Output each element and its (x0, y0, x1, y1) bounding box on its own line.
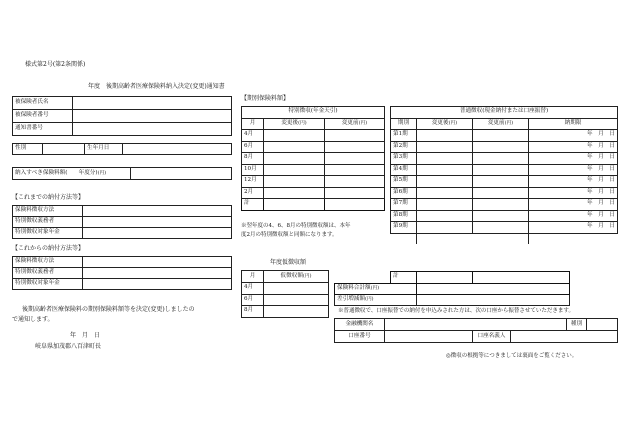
new-method-heading: 【これからの納付方法等】 (12, 245, 85, 252)
new-method-table (12, 256, 232, 290)
due-date: 年 月 日 (529, 187, 618, 199)
provisional-month: 6月 (242, 294, 264, 306)
name-label: 被保険者氏名 (13, 97, 73, 110)
footer-note: ◎徴収の根拠等につきましては裏面をご覧ください。 (446, 353, 578, 359)
prev-pension-label: 特別徴収対象年金 (13, 228, 83, 239)
normal-period: 第1期 (391, 130, 417, 142)
bank-value[interactable] (385, 319, 567, 331)
person-table (12, 96, 232, 136)
insured-number-label: 被保険者番号 (13, 110, 73, 123)
type-label: 種別 (567, 319, 587, 331)
total-value[interactable] (417, 284, 570, 295)
special-note-line-1: ※翌年度の4、6、8月の特別徴収額は、本年 (241, 223, 351, 229)
normal-period: 第4期 (391, 164, 417, 176)
gender-label: 性別 (13, 144, 43, 155)
due-date: 年 月 日 (529, 222, 618, 234)
bank-table (334, 318, 618, 343)
due-date: 年 月 日 (529, 199, 618, 211)
normal-period: 第9期 (391, 222, 417, 234)
special-month-col: 月 (242, 118, 264, 130)
provisional-month: 8月 (242, 306, 264, 318)
normal-period: 第8期 (391, 210, 417, 222)
special-after-col: 変更後 (281, 119, 299, 126)
amount-due-value[interactable] (131, 168, 232, 180)
special-month: 6月 (242, 141, 264, 153)
new-obligor-label: 特別徴収義務者 (13, 268, 83, 279)
provisional-amount-col: 仮徴収額 (280, 272, 303, 279)
gender-value[interactable] (43, 144, 85, 155)
special-month: 8月 (242, 153, 264, 165)
due-date: 年 月 日 (529, 164, 618, 176)
notice-line-1: 後期高齢者医療保険料の期別保険料額等を決定(変更)しましたの (22, 306, 195, 313)
new-pension-label: 特別徴収対象年金 (13, 279, 83, 290)
normal-period: 第6期 (391, 187, 417, 199)
insured-number-value[interactable] (73, 110, 232, 123)
prev-method-label: 保険料徴収方法 (13, 206, 83, 217)
previous-method-table (12, 205, 232, 239)
new-method-label: 保険料徴収方法 (13, 257, 83, 268)
holder-value[interactable] (511, 331, 618, 343)
special-note-line-2: 度2月の特別徴収額と同額になります。 (241, 232, 338, 238)
previous-method-heading: 【これまでの納付方法等】 (12, 194, 85, 201)
prev-obligor-label: 特別徴収義務者 (13, 217, 83, 228)
amount-due-label: 納入すべき保険料額( 年度分) (15, 169, 98, 176)
bank-label: 金融機関名 (335, 319, 385, 331)
special-title: 特別徴収(年金天引) (242, 107, 385, 119)
special-month: 10月 (242, 164, 264, 176)
normal-total-label: 計 (391, 272, 417, 284)
account-label: 口座番号 (335, 331, 385, 343)
amount-due-unit: (円) (97, 170, 107, 176)
normal-period: 第3期 (391, 153, 417, 165)
normal-period-col: 期別 (391, 118, 417, 130)
normal-period: 第2期 (391, 141, 417, 153)
due-date: 年 月 日 (529, 210, 618, 222)
bank-note: ※普通徴収で、口座振替での納付を申込みされた方は、次の口座から振替させていただきます。 (338, 308, 574, 314)
normal-period: 第5期 (391, 176, 417, 188)
issuer-name: 岐阜県加茂郡八百津町長 (35, 343, 102, 350)
total-label: 保険料合計額 (337, 285, 371, 292)
totals-table: 保険料合計額(円) 差引増減額(円) (334, 283, 570, 306)
notice-number-value[interactable] (73, 123, 232, 136)
notice-number-label: 通知書番号 (13, 123, 73, 136)
provisional-month: 4月 (242, 283, 264, 295)
normal-due-col: 納期限 (529, 118, 618, 130)
due-date: 年 月 日 (529, 176, 618, 188)
birth-label: 生年月日 (85, 144, 123, 155)
normal-title: 普通徴収(現金納付または口座振替) (391, 107, 618, 119)
special-collection-table: 特別徴収(年金天引) 月 変更後(円) 変更前(円) 4月 6月 8月 10月 12月 2月 計 (241, 106, 385, 211)
notice-line-2: で通知します。 (12, 316, 54, 323)
diff-label: 差引増減額 (337, 296, 365, 303)
form-number: 様式第2号(第2条関係) (25, 61, 86, 68)
normal-after-col: 変更後 (431, 119, 449, 126)
document-title: 年度 後期高齢者医療保険料納入決定(変更)通知書 (88, 83, 225, 90)
normal-period: 第7期 (391, 199, 417, 211)
gender-birth-table (12, 143, 232, 155)
birth-value[interactable] (123, 144, 232, 155)
special-month: 12月 (242, 176, 264, 188)
special-before-col: 変更前 (341, 119, 359, 126)
normal-collection-table: 普通徴収(現金納付または口座振替) 期別 変更後(円) 変更前(円) 納期限 第1期 年 月 日 第2期 年 月 日 第3期 年 月 日 第4期 年 月 日 第5期 年 月 日 第6期 年 月 日 第7期 年 月 日 第8期 年 月 日 第9期 年 月 日 (390, 106, 618, 244)
provisional-month-col: 月 (242, 271, 264, 283)
periodic-heading: 【期別保険料額】 (241, 95, 290, 102)
normal-before-col: 変更前 (487, 119, 505, 126)
provisional-table: 月 仮徴収額(円) 4月 6月 8月 (241, 270, 329, 318)
issue-date: 年 月 日 (70, 332, 101, 339)
special-month: 4月 (242, 130, 264, 142)
special-month: 2月 (242, 187, 264, 199)
holder-label: 口座名義人 (473, 331, 511, 343)
amount-due-table (12, 167, 232, 180)
name-value[interactable] (73, 97, 232, 110)
type-value[interactable] (587, 319, 618, 331)
due-date: 年 月 日 (529, 130, 618, 142)
provisional-heading: 年度仮徴収額 (270, 259, 307, 266)
due-date: 年 月 日 (529, 153, 618, 165)
special-total-label: 計 (242, 199, 264, 211)
normal-total-table (390, 271, 570, 284)
account-value[interactable] (385, 331, 473, 343)
diff-value[interactable] (417, 295, 570, 306)
due-date: 年 月 日 (529, 141, 618, 153)
